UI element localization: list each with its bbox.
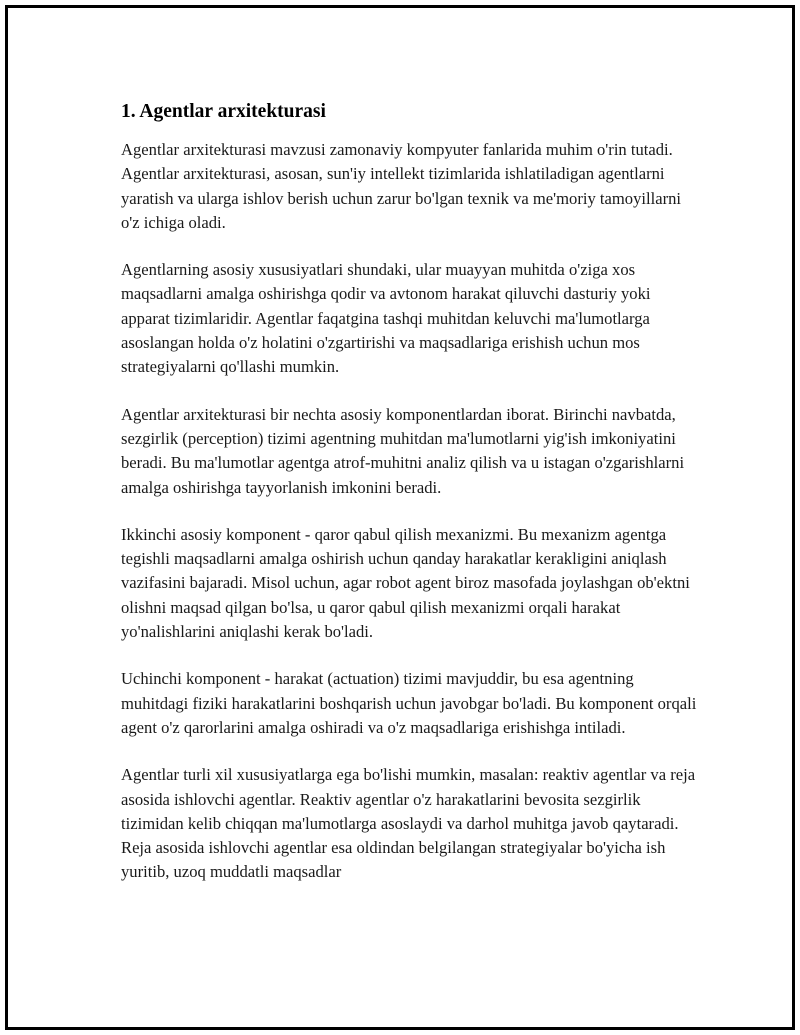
paragraph-agent-types: Agentlar turli xil xususiyatlarga ega bo'lishi mumkin, masalan: reaktiv agentlar va reja asosida ishlovchi agentlar. Reaktiv agentlar o'z harakatlarini bevosita sezgirlik tizimidan kelib chiqqan ma'lumotlarga asoslaydi va darhol muhitga javob qaytaradi. Reja asosida ishlovchi agentlar esa oldindan belgilangan strategiyalar bo'yicha ish yuritib, uzoq muddatli maqsadlar bbox=[121, 765, 696, 882]
paragraph-decision-making: Ikkinchi asosiy komponent - qaror qabul qilish mexanizmi. Bu mexanizm agentga tegishli maqsadlarni amalga oshirish uchun qanday harakatlar kerakligini aniqlash vazifasini bajaradi. Misol uchun, agar robot agent biroz masofada joylashgan ob'ektni olishni maqsad qilgan bo'lsa, u qaror qabul qilish mexanizmi orqali harakat yo'nalishlarini aniqlashi kerak bo'ladi. bbox=[121, 524, 690, 642]
document-body bbox=[121, 99, 701, 908]
paragraph-actuation: Uchinchi komponent - harakat (actuation) tizimi mavjuddir, bu esa agentning muhitdagi fiziki harakatlarini boshqarish uchun javobgar bo'ladi. Bu komponent orqali agent o'z qarorlarini amalga oshiradi va o'z maqsadlariga erishishga intiladi. bbox=[121, 669, 697, 737]
paragraph-perception: Agentlar arxitekturasi bir nechta asosiy komponentlardan iborat. Birinchi navbatda, sezgirlik (perception) tizimi agentning muhitdan ma'lumotlarni yig'ish imkoniyatini beradi. Bu ma'lumotlar agentga atrof-muhitni analiz qilish va u istagan o'zgarishlarni amalga oshirishga tayyorlanish imkonini beradi. bbox=[121, 404, 685, 497]
page-frame bbox=[5, 5, 795, 1030]
paragraph-intro: Agentlar arxitekturasi mavzusi zamonaviy kompyuter fanlarida muhim o'rin tutadi. Agentlar arxitekturasi, asosan, sun'iy intellekt tizimlarida ishlatiladigan agentlarni yaratish va ularga ishlov berish uchun zarur bo'lgan texnik va me'moriy tamoyillarni o'z ichiga oladi. bbox=[121, 140, 682, 232]
paragraph-agent-features: Agentlarning asosiy xususiyatlari shundaki, ular muayyan muhitda o'ziga xos maqsadlarni amalga oshirishga qodir va avtonom harakat qiluvchi dasturiy yoki apparat tizimlaridir. Agentlar faqatgina tashqi muhitdan keluvchi ma'lumotlarga asoslangan holda o'z holatini o'zgartirishi va maqsadlariga erishish uchun mos strategiyalarni qo'llashi mumkin. bbox=[121, 260, 651, 377]
section-heading: 1. Agentlar arxitekturasi bbox=[121, 101, 326, 122]
